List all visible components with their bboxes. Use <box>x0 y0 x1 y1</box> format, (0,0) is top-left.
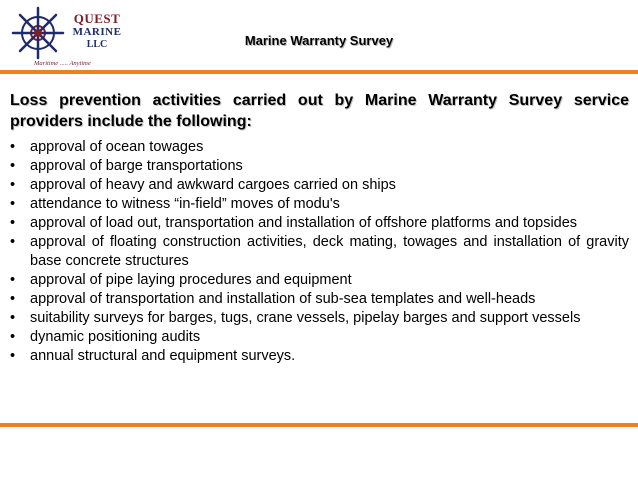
bottom-divider <box>0 423 638 427</box>
intro-paragraph: Loss prevention activities carried out by Marine Warranty Survey service providers include the following: <box>10 92 629 130</box>
list-item: • attendance to witness “in-field” moves of modu's <box>10 195 629 214</box>
list-item: • dynamic positioning audits <box>10 328 629 347</box>
slide-body <box>10 90 629 366</box>
logo-name-line1: QUEST <box>73 11 121 26</box>
list-item: • approval of heavy and awkward cargoes carried on ships <box>10 176 629 195</box>
logo-name-line3: LLC <box>86 39 108 50</box>
slide-title-text: Marine Warranty Survey <box>244 33 394 48</box>
list-item: • approval of transportation and installation of sub-sea templates and well-heads <box>10 290 629 309</box>
list-item: • approval of barge transportations <box>10 157 629 176</box>
list-item: • approval of load out, transportation and installation of offshore platforms and topsides <box>10 214 629 233</box>
list-item: • annual structural and equipment surveys. <box>10 347 629 366</box>
list-item: • approval of ocean towages <box>10 138 629 157</box>
list-item: • suitability surveys for barges, tugs, crane vessels, pipelay barges and support vessels <box>10 309 629 328</box>
logo-tagline: Maritime ..... Anytime <box>34 60 91 67</box>
slide-title <box>0 33 638 48</box>
list-item: • approval of floating construction activities, deck mating, towages and installation of gravity base concrete structures <box>10 233 629 271</box>
activity-list <box>10 138 629 366</box>
top-divider <box>0 70 638 74</box>
list-item: • approval of pipe laying procedures and equipment <box>10 271 629 290</box>
logo-name-line2: MARINE <box>72 26 122 38</box>
